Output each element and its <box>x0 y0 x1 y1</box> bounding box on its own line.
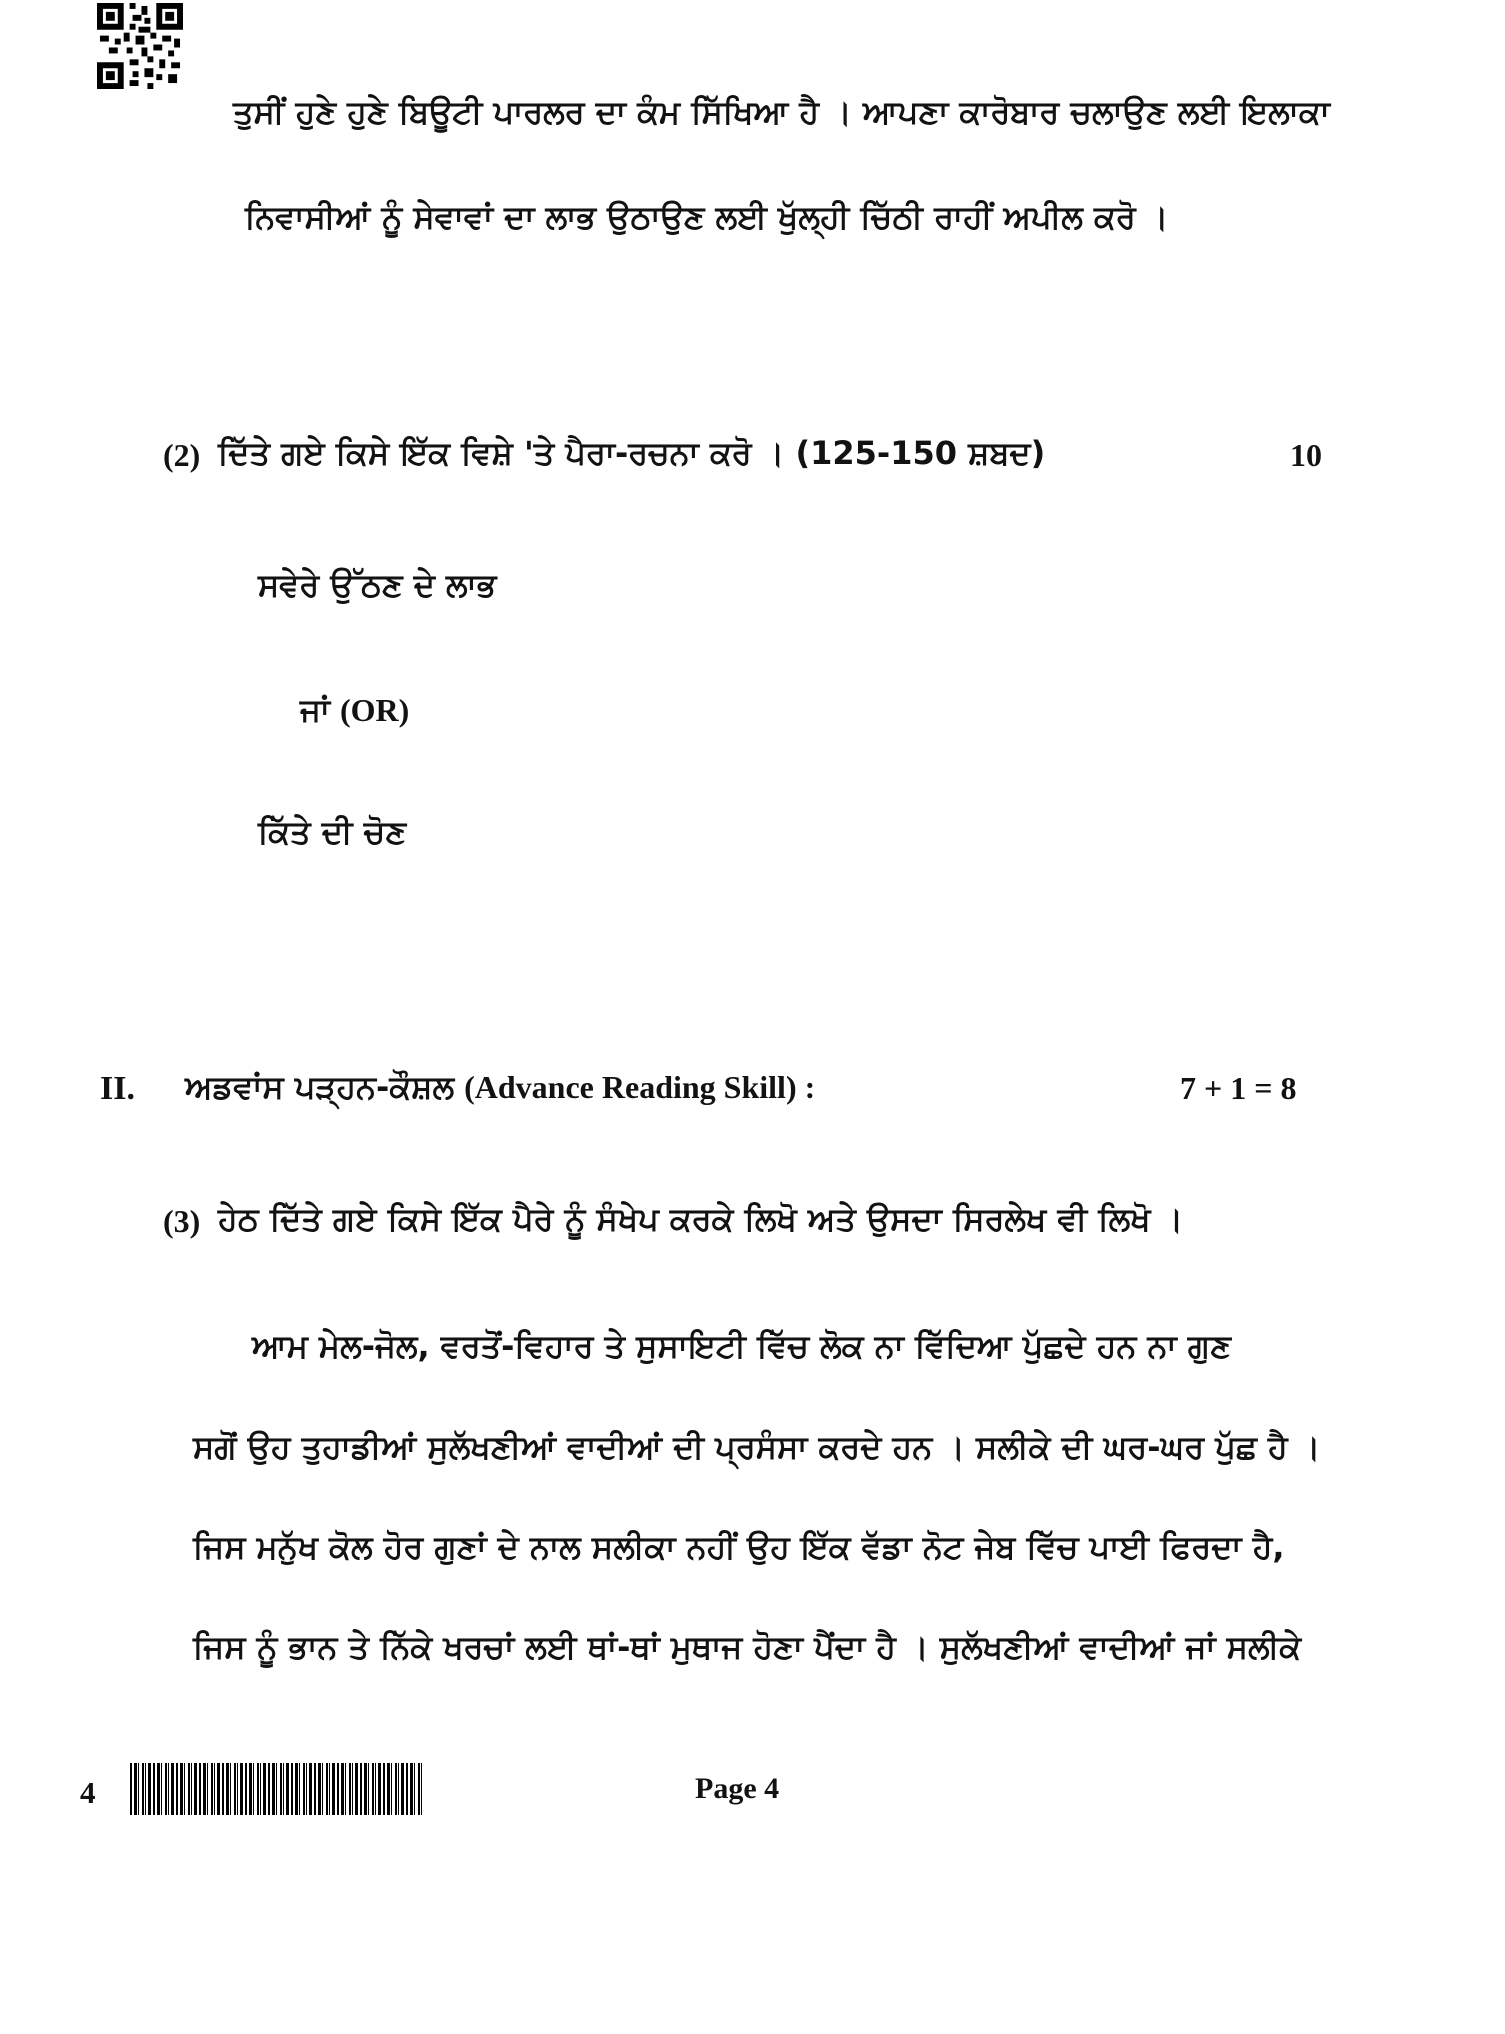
or-label-punjabi: ਜਾਂ <box>300 691 330 729</box>
topic-option: ਸਵੇਰੇ ਉੱਠਣ ਦੇ ਲਾਭ <box>258 566 497 604</box>
paragraph-line: ਜਿਸ ਨੂੰ ਭਾਨ ਤੇ ਨਿੱਕੇ ਖਰਚਾਂ ਲਈ ਥਾਂ-ਥਾਂ ਮੁਥਾਜ ਹੋਣਾ ਪੈਂਦਾ ਹੈ । ਸੁਲੱਖਣੀਆਂ ਵਾਦੀਆਂ ਜਾਂ ਸਲੀਕੇ <box>193 1628 1302 1666</box>
section-numeral: II. <box>100 1070 135 1107</box>
section-title <box>185 1068 815 1106</box>
section-title-punjabi: ਅਡਵਾਂਸ ਪੜ੍ਹਨ-ਕੌਸ਼ਲ <box>185 1068 455 1106</box>
barcode <box>130 1763 422 1815</box>
section-title-english: (Advance Reading Skill) : <box>464 1069 816 1105</box>
question-text: ਹੇਠ ਦਿੱਤੇ ਗਏ ਕਿਸੇ ਇੱਕ ਪੈਰੇ ਨੂੰ ਸੰਖੇਪ ਕਰਕੇ ਲਿਖੋ ਅਤੇ ਉਸਦਾ ਸਿਰਲੇਖ ਵੀ ਲਿਖੋ । <box>218 1200 1184 1238</box>
paragraph-line: ਸਗੋਂ ਉਹ ਤੁਹਾਡੀਆਂ ਸੁਲੱਖਣੀਆਂ ਵਾਦੀਆਂ ਦੀ ਪ੍ਰਸੰਸਾ ਕਰਦੇ ਹਨ । ਸਲੀਕੇ ਦੀ ਘਰ-ਘਰ ਪੁੱਛ ਹੈ । <box>193 1428 1321 1466</box>
or-separator <box>300 691 409 729</box>
intro-line: ਤੁਸੀਂ ਹੁਣੇ ਹੁਣੇ ਬਿਊਟੀ ਪਾਰਲਰ ਦਾ ਕੰਮ ਸਿੱਖਿਆ ਹੈ । ਆਪਣਾ ਕਾਰੋਬਾਰ ਚਲਾਉਣ ਲਈ ਇਲਾਕਾ <box>233 93 1330 131</box>
qr-code-icon <box>97 3 183 89</box>
topic-option: ਕਿੱਤੇ ਦੀ ਚੋਣ <box>258 813 407 851</box>
question-number: (2) <box>163 437 201 473</box>
paragraph-line: ਆਮ ਮੇਲ-ਜੋਲ, ਵਰਤੋਂ-ਵਿਹਾਰ ਤੇ ਸੁਸਾਇਟੀ ਵਿੱਚ ਲੋਕ ਨਾ ਵਿੱਦਿਆ ਪੁੱਛਦੇ ਹਨ ਨਾ ਗੁਣ <box>252 1327 1231 1365</box>
question-text: ਦਿੱਤੇ ਗਏ ਕਿਸੇ ਇੱਕ ਵਿਸ਼ੇ 'ਤੇ ਪੈਰਾ-ਰਚਨਾ ਕਰੋ । (125-150 ਸ਼ਬਦ) <box>218 434 1046 472</box>
sheet-number: 4 <box>80 1775 96 1810</box>
intro-line: ਨਿਵਾਸੀਆਂ ਨੂੰ ਸੇਵਾਵਾਂ ਦਾ ਲਾਭ ਉਠਾਉਣ ਲਈ ਖੁੱਲ੍ਹੀ ਚਿੱਠੀ ਰਾਹੀਂ ਅਪੀਲ ਕਰੋ । <box>245 198 1169 236</box>
marks-value: 10 <box>1290 437 1322 473</box>
or-label-english: (OR) <box>339 692 410 728</box>
question-number: (3) <box>163 1203 201 1239</box>
section-marks: 7 + 1 = 8 <box>1180 1070 1297 1106</box>
paragraph-line: ਜਿਸ ਮਨੁੱਖ ਕੋਲ ਹੋਰ ਗੁਣਾਂ ਦੇ ਨਾਲ ਸਲੀਕਾ ਨਹੀਂ ਉਹ ਇੱਕ ਵੱਡਾ ਨੋਟ ਜੇਬ ਵਿੱਚ ਪਾਈ ਫਿਰਦਾ ਹੈ, <box>193 1528 1285 1566</box>
page-label: Page 4 <box>695 1772 780 1805</box>
